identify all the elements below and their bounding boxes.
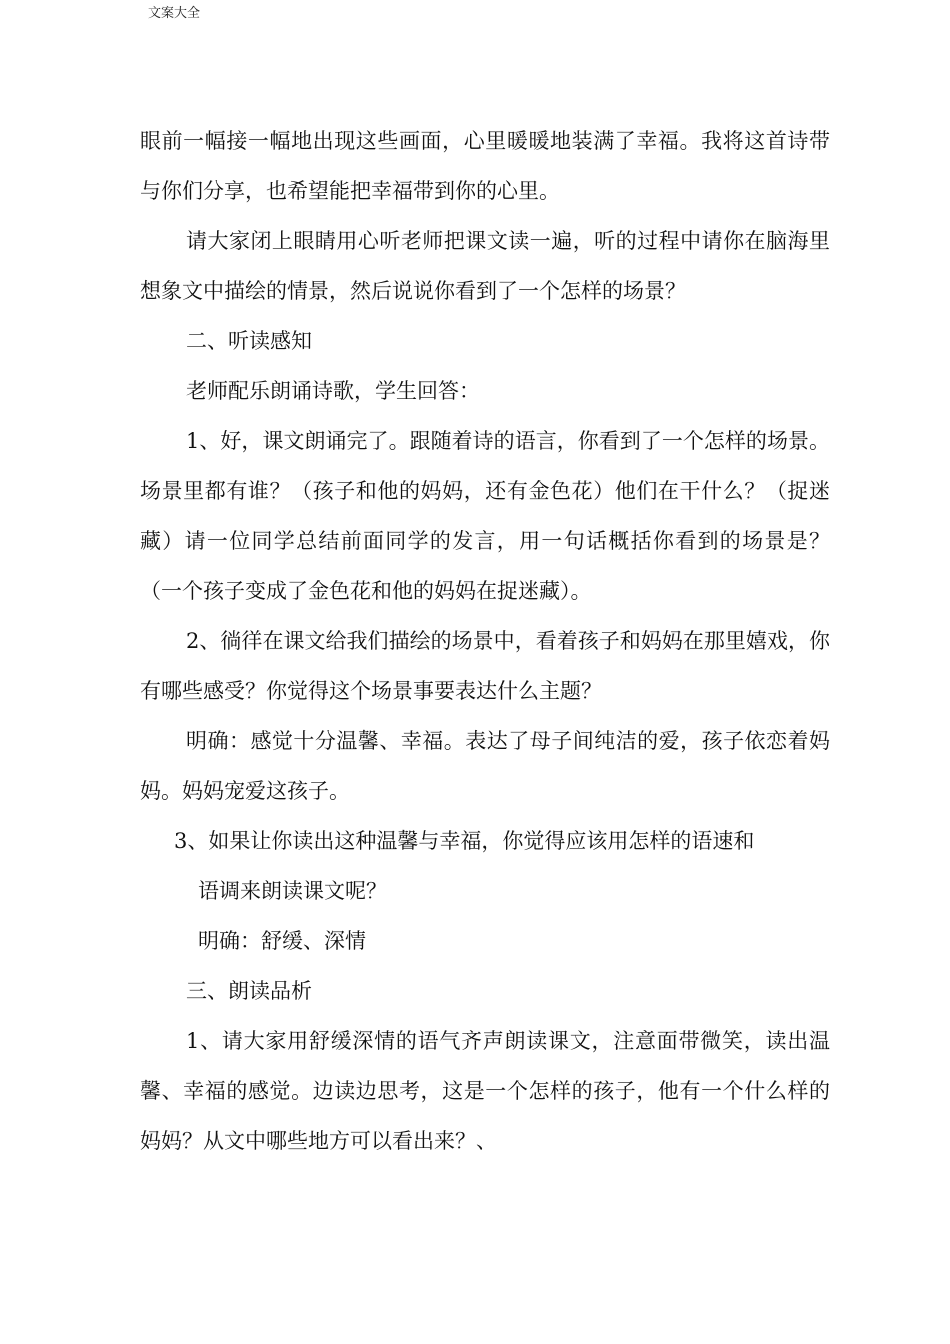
- paragraph-answer-2: 明确：感觉十分温馨、幸福。表达了母子间纯洁的爱，孩子依恋着妈妈。妈妈宠爱这孩子。: [140, 729, 830, 803]
- section-heading-read: 三、朗读品析: [186, 979, 312, 1003]
- paragraph-teacher-recite: 老师配乐朗诵诗歌，学生回答：: [186, 379, 480, 403]
- paragraph-read-instruction: 1、请大家用舒缓深情的语气齐声朗读课文，注意面带微笑，读出温馨、幸福的感觉。边读边思考，这是一个怎样的孩子，他有一个什么样的妈妈？从文中哪些地方可以看出来？、: [140, 1029, 830, 1153]
- page-header-mark: 文案大全: [148, 6, 201, 21]
- paragraph-question-3-line1: 3、如果让你读出这种温馨与幸福，你觉得应该用怎样的语速和: [174, 829, 755, 853]
- paragraph-listen-instruction: 请大家闭上眼睛用心听老师把课文读一遍，听的过程中请你在脑海里想象文中描绘的情景，然后说说你看到了一个怎样的场景？: [140, 229, 830, 303]
- paragraph-question-1: 1、好，课文朗诵完了。跟随着诗的语言，你看到了一个怎样的场景。场景里都有谁？（孩子和他的妈妈，还有金色花）他们在干什么？（捉迷藏）请一位同学总结前面同学的发言，用一句话概括你看到的场景是？（一个孩子变成了金色花和他的妈妈在捉迷藏）。: [140, 429, 830, 603]
- paragraph-question-2: 2、徜徉在课文给我们描绘的场景中，看着孩子和妈妈在那里嬉戏，你有哪些感受？你觉得这个场景事要表达什么主题？: [140, 629, 830, 703]
- paragraph-question-3-line2: 语调来朗读课文呢？: [198, 879, 387, 903]
- paragraph-answer-3: 明确：舒缓、深情: [198, 929, 366, 953]
- section-heading-listen: 二、听读感知: [186, 329, 312, 353]
- paragraph-intro-continued: 眼前一幅接一幅地出现这些画面，心里暖暖地装满了幸福。我将这首诗带与你们分享，也希望能把幸福带到你的心里。: [140, 129, 830, 203]
- document-body: [140, 116, 830, 1166]
